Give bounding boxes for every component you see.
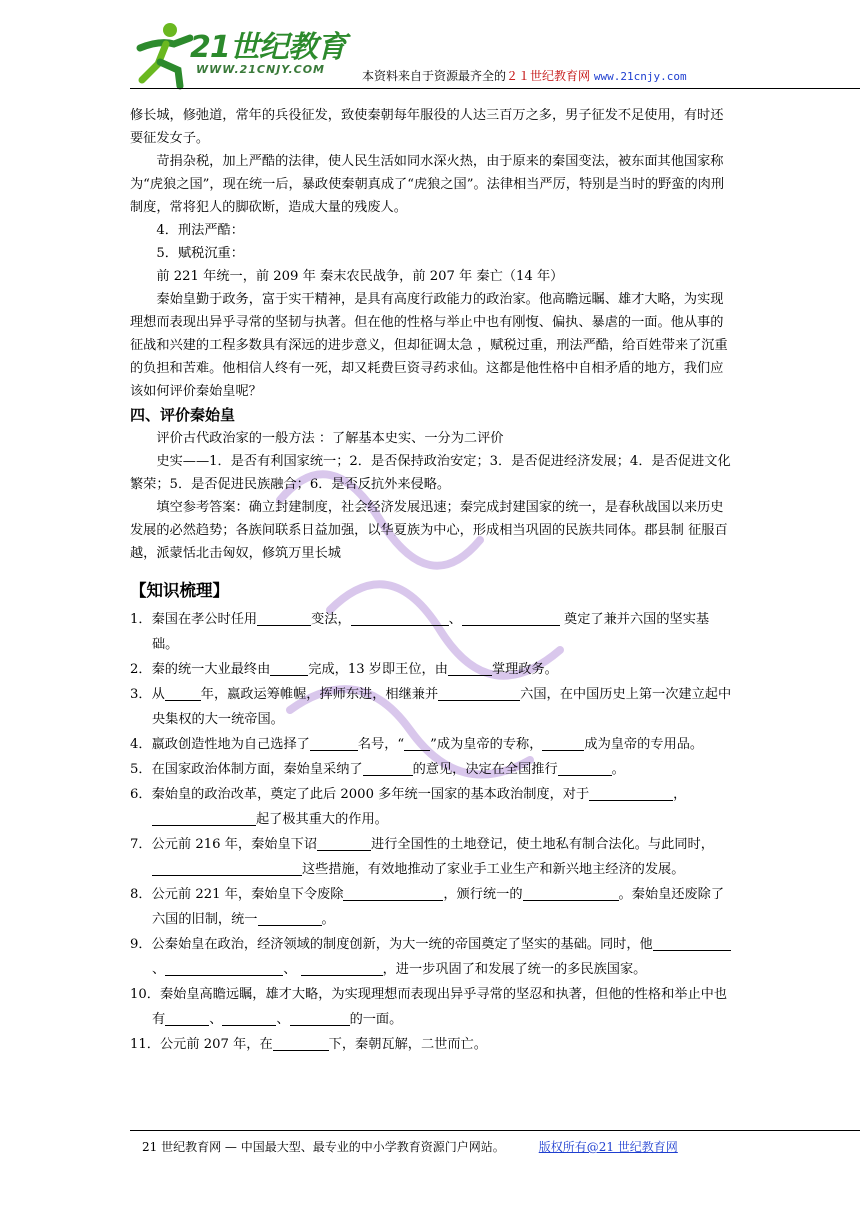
document-body xyxy=(130,104,735,1057)
list-item: 5．赋税沉重： xyxy=(156,246,244,261)
answer-blank[interactable] xyxy=(351,612,449,626)
copyright-link[interactable]: 版权所有@21 世纪教育网 xyxy=(538,1140,678,1154)
answer-blank[interactable] xyxy=(523,887,619,901)
answer-blank[interactable] xyxy=(448,662,492,676)
header-divider xyxy=(130,88,860,89)
question-text: 。 xyxy=(611,762,625,777)
question-text: 下，秦朝瓦解，二世而亡。 xyxy=(328,1037,487,1052)
question-11 xyxy=(130,1032,735,1057)
header-note xyxy=(362,67,687,84)
question-4 xyxy=(130,732,735,757)
logo-url: WWW.21CNJY.COM xyxy=(196,63,325,76)
answer-blank[interactable] xyxy=(462,612,560,626)
question-6 xyxy=(130,782,735,832)
logo-wordmark: 21世纪教育 xyxy=(190,30,346,65)
answer-blank[interactable] xyxy=(165,962,283,976)
question-text: 六国，在中国历史上第一次建立起中央集权的大一统帝国。 xyxy=(152,687,732,727)
page-footer xyxy=(142,1138,678,1155)
answer-blank[interactable] xyxy=(270,662,308,676)
answer-blank[interactable] xyxy=(273,1037,329,1051)
footer-text: 21 世纪教育网 — 中国最大型、最专业的中小学教育资源门户网站。 xyxy=(142,1140,505,1154)
question-text: 、 xyxy=(152,962,166,977)
question-text: 掌理政务。 xyxy=(491,662,558,677)
knowledge-heading: 【知识梳理】 xyxy=(130,581,229,600)
question-text: 这些措施，有效地推动了家业手工业生产和新兴地主经济的发展。 xyxy=(302,862,685,877)
header-url-link[interactable]: www.21cnjy.com xyxy=(593,70,687,83)
answer-blank[interactable] xyxy=(301,962,383,976)
paragraph: 史实——1．是否有利国家统一；2．是否保持政治安定；3．是否促进经济发展；4．是否促进文化繁荣；5．是否促进民族融合；6．是否反抗外来侵略。 xyxy=(130,454,731,492)
question-2 xyxy=(130,657,735,682)
paragraph: 苛捐杂税，加上严酷的法律，使人民生活如同水深火热，由于原来的秦国变法，被东面其他国家称为“虎狼之国”，现在统一后，暴政使秦朝真成了“虎狼之国”。法律相当严厉，特别是当时的野蛮的肉刑制度，常将犯人的脚砍断，造成大量的残废人。 xyxy=(130,154,725,215)
question-text: 4．嬴政创造性地为自己选择了 xyxy=(130,737,310,752)
question-text: 、 xyxy=(448,612,462,627)
paragraph: 秦始皇勤于政务，富于实干精神，是具有高度行政能力的政治家。他高瞻远瞩、雄才大略，为实现理想而表现出异乎寻常的坚韧与执著。但在他的性格与举止中也有刚愎、偏执、暴虐的一面。他从事的征战和兴建的工程多数具有深远的进步意义，但却征调太急 ，赋税过重，刑法严酷，给百姓带来了沉重的负担和苦难。他相信人终有一死，却又耗费巨资寻药求仙。这都是他性格中自相矛盾的地方，我们应该如何评价秦始皇呢？ xyxy=(130,292,728,399)
list-item: 4．刑法严酷： xyxy=(156,223,244,238)
question-text: 5．在国家政治体制方面，秦始皇采纳了 xyxy=(130,762,363,777)
answer-blank[interactable] xyxy=(317,837,371,851)
question-text: 2．秦的统一大业最终由 xyxy=(130,662,271,677)
answer-blank[interactable] xyxy=(152,812,256,826)
question-text: 、 xyxy=(276,1012,290,1027)
question-text: 变法， xyxy=(311,612,351,627)
section-heading: 四、评价秦始皇 xyxy=(130,406,236,424)
question-text: 起了极其重大的作用。 xyxy=(256,812,388,827)
question-text: ，进一步巩固了和发展了统一的多民族国家。 xyxy=(382,962,647,977)
question-text: 奠定了兼并六国的坚实基础。 xyxy=(152,612,710,652)
question-text: 8．公元前 221 年，秦始皇下令废除 xyxy=(130,887,344,902)
answer-blank[interactable] xyxy=(165,1012,209,1026)
question-5 xyxy=(130,757,735,782)
answer-blank[interactable] xyxy=(438,687,520,701)
question-text: 成为皇帝的专用品。 xyxy=(584,737,704,752)
answer-blank[interactable] xyxy=(542,737,584,751)
site-logo[interactable] xyxy=(130,18,355,90)
answer-blank[interactable] xyxy=(257,612,311,626)
answer-blank[interactable] xyxy=(152,862,302,876)
answer-blank[interactable] xyxy=(258,912,322,926)
question-text: 7．公元前 216 年，秦始皇下诏 xyxy=(130,837,318,852)
paragraph: 填空参考答案：确立封建制度，社会经济发展迅速；秦完成封建国家的统一，是春秋战国以来历史发展的必然趋势；各族间联系日益加强，以华夏族为中心，形成相当巩固的民族共同体。郡县制 征服百越，派蒙恬北击匈奴，修筑万里长城 xyxy=(130,500,728,561)
question-7 xyxy=(130,832,735,882)
question-9 xyxy=(130,932,735,982)
footer-divider xyxy=(130,1130,860,1131)
question-text: 年，嬴政运筹帷幄，挥师东进，相继兼并 xyxy=(200,687,439,702)
question-text: 3．从 xyxy=(130,687,165,702)
question-10 xyxy=(130,982,735,1032)
header-site-link[interactable]: ２１世纪教育网 xyxy=(506,69,591,83)
paragraph: 评价古代政治家的一般方法 ：了解基本史实、一分为二评价 xyxy=(156,431,504,446)
header-note-prefix: 本资料来自于资源最齐全的 xyxy=(362,69,507,83)
question-text: 的一面。 xyxy=(349,1012,403,1027)
question-8 xyxy=(130,882,735,932)
question-text: 11．公元前 207 年，在 xyxy=(130,1037,273,1052)
question-text: 。秦始皇还废除了六国的旧制，统一 xyxy=(152,887,725,927)
question-text: ”成为皇帝的专称， xyxy=(430,737,543,752)
answer-blank[interactable] xyxy=(558,762,612,776)
question-text: 1．秦国在孝公时任用 xyxy=(130,612,258,627)
question-text: ， xyxy=(673,787,687,802)
question-text: 的意见，决定在全国推行 xyxy=(412,762,558,777)
question-text: ，颁行统一的 xyxy=(443,887,523,902)
answer-blank[interactable] xyxy=(589,787,673,801)
question-text: 10．秦始皇高瞻远瞩，雄才大略，为实现理想而表现出异乎寻常的坚忍和执著，但他的性格和举止中也有 xyxy=(130,987,728,1027)
question-text: 名号，“ xyxy=(357,737,405,752)
timeline-line: 前 221 年统一，前 209 年 秦末农民战争，前 207 年 秦亡（14 年） xyxy=(156,269,564,284)
question-text: 9．公秦始皇在政治，经济领域的制度创新，为大一统的帝国奠定了坚实的基础。同时，他 xyxy=(130,937,653,952)
page-header xyxy=(0,0,860,95)
question-text: 进行全国性的土地登记，使土地私有制合法化。与此同时， xyxy=(371,837,714,852)
paragraph: 修长城，修弛道，常年的兵役征发，致使秦朝每年服役的人达三百万之多，男子征发不足使用，有时还要征发女子。 xyxy=(130,108,724,146)
question-text: 6．秦始皇的政治改革，奠定了此后 2000 多年统一国家的基本政治制度，对于 xyxy=(130,787,590,802)
answer-blank[interactable] xyxy=(404,737,430,751)
question-3 xyxy=(130,682,735,732)
answer-blank[interactable] xyxy=(343,887,443,901)
answer-blank[interactable] xyxy=(310,737,358,751)
answer-blank[interactable] xyxy=(165,687,201,701)
answer-blank[interactable] xyxy=(222,1012,276,1026)
answer-blank[interactable] xyxy=(290,1012,350,1026)
question-1 xyxy=(130,607,735,657)
question-text: 、 xyxy=(209,1012,223,1027)
question-text: 。 xyxy=(321,912,335,927)
answer-blank[interactable] xyxy=(363,762,413,776)
question-text: 、 xyxy=(283,962,301,977)
answer-blank[interactable] xyxy=(653,937,731,951)
question-text: 完成，13 岁即王位，由 xyxy=(308,662,448,677)
